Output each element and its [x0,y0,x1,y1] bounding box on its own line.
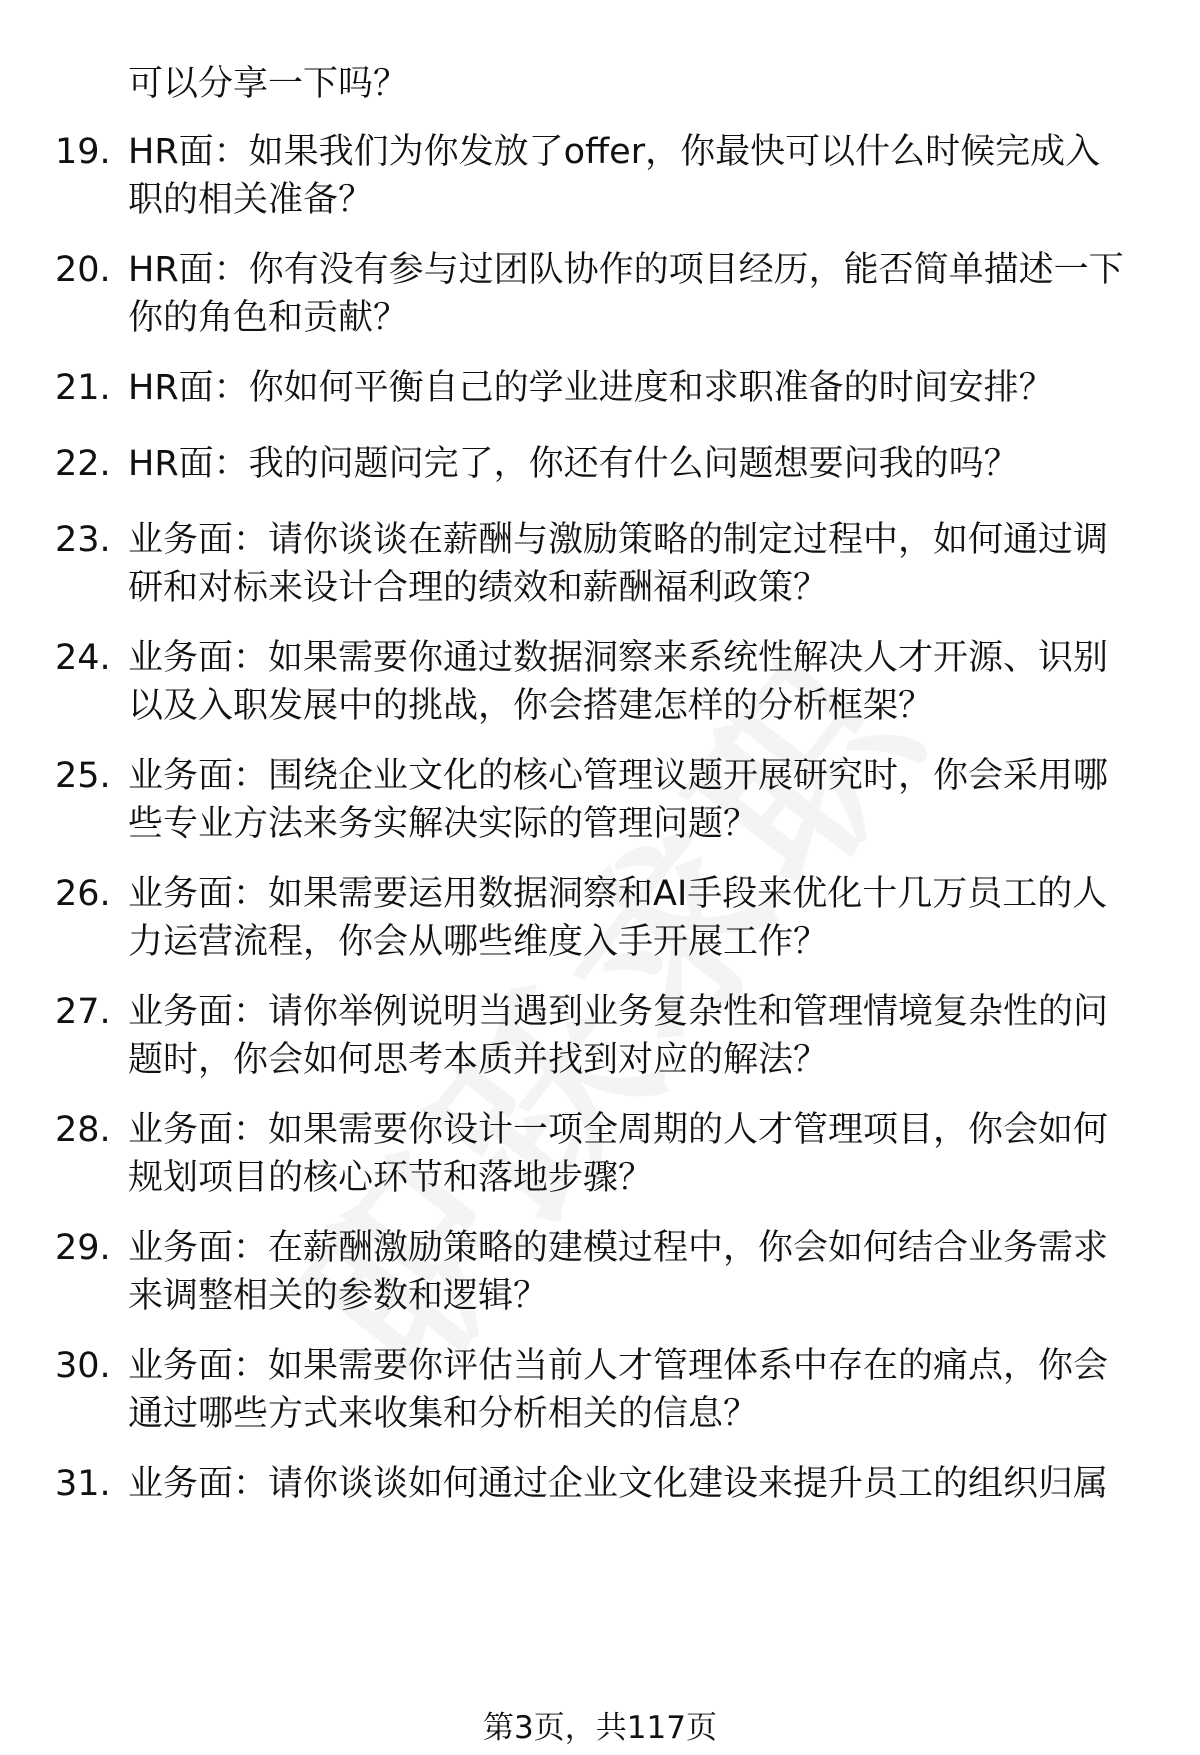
item-number: 22. [55,444,111,484]
item-line: HR面：我的问题问完了，你还有什么问题想要问我的吗？ [128,444,1019,484]
item-line: 题时，你会如何思考本质并找到对应的解法？ [128,1040,829,1080]
continuation-line: 可以分享一下吗？ [128,64,409,104]
item-number: 24. [55,638,111,678]
item-number: 23. [55,520,111,560]
item-line: 业务面：如果需要运用数据洞察和AI手段来优化十几万员工的人 [128,874,1108,914]
item-line: 业务面：请你谈谈如何通过企业文化建设来提升员工的组织归属 [128,1464,1109,1504]
item-line: HR面：你如何平衡自己的学业进度和求职准备的时间安排？ [128,368,1054,408]
item-line: 业务面：围绕企业文化的核心管理议题开展研究时，你会采用哪 [128,756,1109,796]
item-line: 通过哪些方式来收集和分析相关的信息？ [128,1394,759,1434]
item-number: 29. [55,1228,111,1268]
item-line: 业务面：请你举例说明当遇到业务复杂性和管理情境复杂性的问 [128,992,1109,1032]
item-number: 21. [55,368,111,408]
item-text [128,752,1148,848]
item-number: 27. [55,992,111,1032]
item-line: 业务面：如果需要你评估当前人才管理体系中存在的痛点，你会 [128,1346,1109,1386]
continuation-text [128,60,1148,108]
item-text [128,988,1148,1084]
item-line: 业务面：在薪酬激励策略的建模过程中，你会如何结合业务需求 [128,1228,1109,1268]
item-text [128,128,1148,224]
item-line: 规划项目的核心环节和落地步骤？ [128,1158,654,1198]
item-number: 19. [55,132,111,172]
item-line: 职的相关准备？ [128,180,374,220]
item-text [128,364,1148,412]
item-line: 些专业方法来务实解决实际的管理问题？ [128,804,759,844]
item-line: 研和对标来设计合理的绩效和薪酬福利政策？ [128,568,829,608]
item-number: 30. [55,1346,111,1386]
item-text [128,246,1148,342]
item-text [128,870,1148,966]
item-line: 力运营流程，你会从哪些维度入手开展工作？ [128,922,829,962]
item-number: 26. [55,874,111,914]
item-text [128,1106,1148,1202]
item-line: HR面：如果我们为你发放了offer，你最快可以什么时候完成入 [128,132,1101,172]
item-line: 以及入职发展中的挑战，你会搭建怎样的分析框架？ [128,686,934,726]
item-line: HR面：你有没有参与过团队协作的项目经历，能否简单描述一下 [128,250,1124,290]
item-text [128,1460,1148,1508]
item-line: 业务面：如果需要你通过数据洞察来系统性解决人才开源、识别 [128,638,1109,678]
item-number: 31. [55,1464,111,1504]
item-line: 业务面：请你谈谈在薪酬与激励策略的制定过程中，如何通过调 [128,520,1109,560]
item-line: 你的角色和贡献？ [128,298,409,338]
item-line: 来调整相关的参数和逻辑？ [128,1276,549,1316]
item-text [128,1224,1148,1320]
item-number: 28. [55,1110,111,1150]
item-text [128,440,1148,488]
item-text [128,516,1148,612]
item-number: 25. [55,756,111,796]
item-text [128,1342,1148,1438]
item-number: 20. [55,250,111,290]
item-text [128,634,1148,730]
item-line: 业务面：如果需要你设计一项全周期的人才管理项目，你会如何 [128,1110,1109,1150]
page-number-footer: 第3页，共117页 [483,1710,717,1746]
